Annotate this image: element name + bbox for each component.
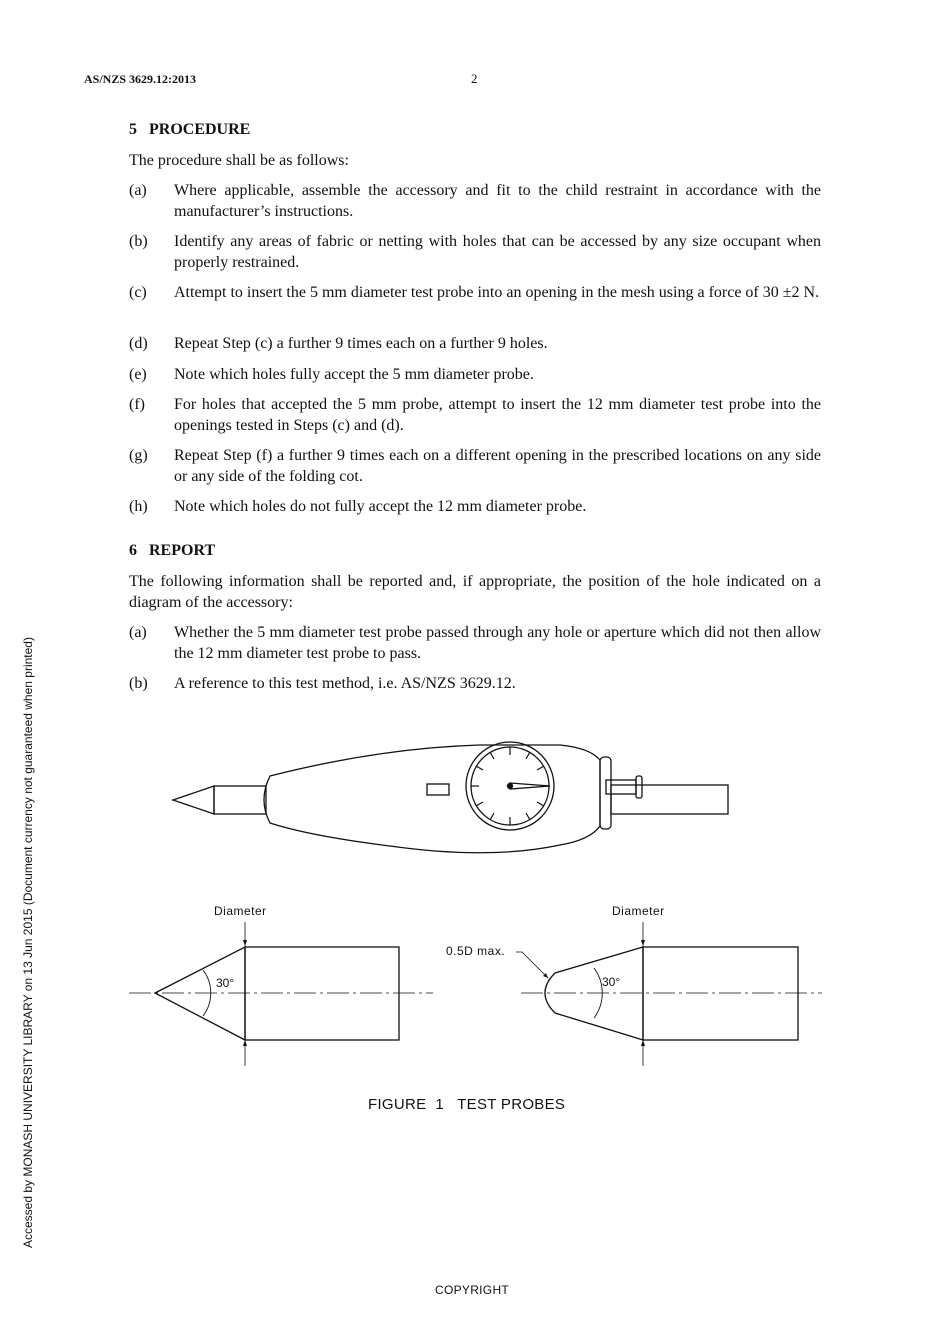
list-item-label: (h)	[129, 498, 148, 515]
list-item-label: (e)	[129, 366, 147, 383]
list-item-label: (g)	[129, 447, 148, 464]
left-probe-angle-label: 30°	[216, 976, 235, 990]
section-title: REPORT	[149, 542, 216, 559]
list-item-label: (b)	[129, 675, 148, 692]
list-item-text: A reference to this test method, i.e. AS/NZS 3629.12.	[174, 675, 516, 692]
page-number: 2	[471, 71, 478, 86]
list-item-label: (f)	[129, 396, 145, 413]
section-number: 6	[129, 542, 137, 559]
left-probe-diameter-label: Diameter	[214, 904, 267, 918]
list-item-label: (a)	[129, 624, 147, 641]
list-item-text: Repeat Step (f) a further 9 times each on a different opening in the prescribed locations on any side or any side of the folding cot.	[174, 447, 821, 485]
list-item-label: (a)	[129, 182, 147, 199]
probe-12mm-drawing	[516, 922, 822, 1066]
list-item-text: Attempt to insert the 5 mm diameter test probe into an opening in the mesh using a force of 30 ±2 N.	[174, 284, 820, 301]
list-item-text: Where applicable, assemble the accessory and fit to the child restraint in accordance with the manufacturer’s instructions.	[174, 182, 821, 220]
copyright-footer: COPYRIGHT	[435, 1283, 510, 1297]
list-item-label: (d)	[129, 335, 148, 352]
list-item-text: Identify any areas of fabric or netting with holes that can be accessed by any size occupant when properly restrained.	[174, 233, 821, 271]
document-id: AS/NZS 3629.12:2013	[84, 72, 197, 86]
list-item-label: (c)	[129, 284, 147, 301]
list-item-text: Note which holes do not fully accept the 12 mm diameter probe.	[174, 498, 587, 515]
list-item-text: For holes that accepted the 5 mm probe, attempt to insert the 12 mm diameter test probe into the openings tested in Steps (c) and (d).	[174, 396, 821, 434]
list-item-text: Whether the 5 mm diameter test probe passed through any hole or aperture which did not then allow the 12 mm diameter test probe to pass.	[174, 624, 821, 662]
list-item-text: Note which holes fully accept the 5 mm diameter probe.	[174, 366, 534, 383]
section-5-intro: The procedure shall be as follows:	[129, 152, 349, 169]
access-watermark: Accessed by MONASH UNIVERSITY LIBRARY on 13 Jun 2015 (Document currency not guaranteed when printed)	[21, 637, 35, 1248]
probe-5mm-drawing	[129, 922, 433, 1066]
list-item-label: (b)	[129, 233, 148, 250]
force-gauge-drawing	[173, 742, 728, 853]
section-number: 5	[129, 121, 137, 138]
list-item-text: Repeat Step (c) a further 9 times each on a further 9 holes.	[174, 335, 548, 352]
section-title: PROCEDURE	[149, 121, 251, 138]
section-6-intro: The following information shall be reported and, if appropriate, the position of the hole indicated on a diagram of the accessory:	[129, 573, 821, 611]
right-probe-diameter-label: Diameter	[612, 904, 665, 918]
right-probe-tip-label: 0.5D max.	[446, 944, 506, 958]
right-probe-angle-label: 30°	[602, 975, 621, 989]
figure-caption: FIGURE 1 TEST PROBES	[368, 1096, 566, 1113]
